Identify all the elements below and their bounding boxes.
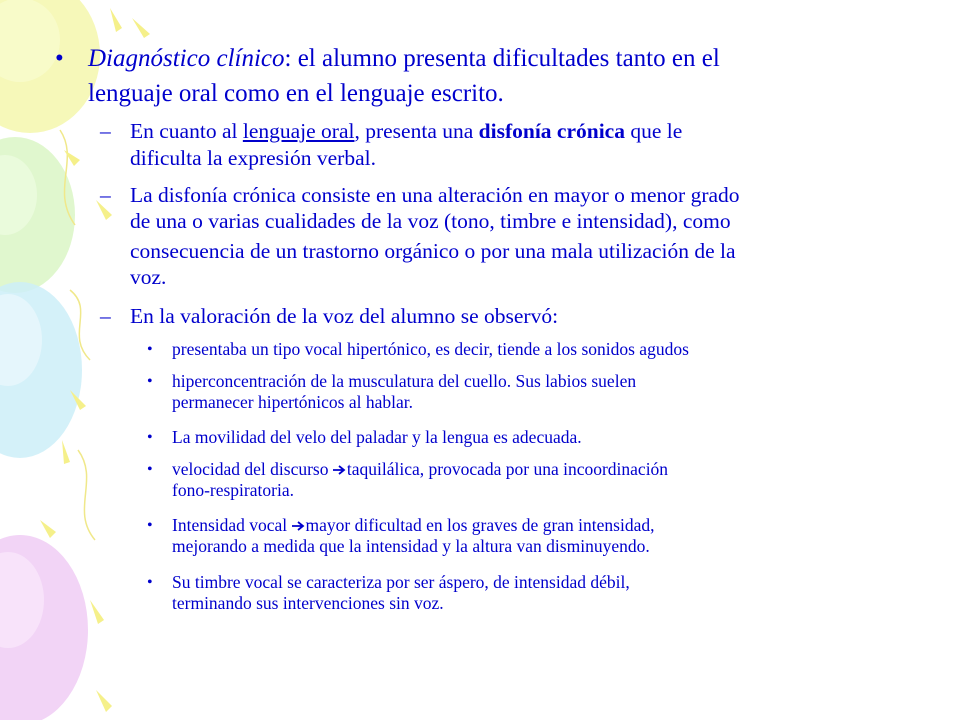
level3-bullet: • xyxy=(147,517,153,534)
dysphonia-def-line-3: consecuencia de un trastorno orgánico o por una mala utilización de la xyxy=(130,239,736,263)
oral-post: que le xyxy=(624,119,683,143)
observation-2-line-1: hiperconcentración de la musculatura del cuello. Sus labios suelen xyxy=(172,371,637,391)
dysphonia-bold: disfonía crónica xyxy=(478,119,625,143)
dysphonia-def-line-2: de una o varias cualidades de la voz (tono, timbre e intensidad), como xyxy=(130,209,731,233)
level3-bullet: • xyxy=(147,429,153,446)
oral-language-line-2: dificulta la expresión verbal. xyxy=(130,146,376,170)
level2-dash: – xyxy=(100,119,111,143)
right-arrow-icon xyxy=(292,520,305,532)
speech-rate-pre: velocidad del discurso xyxy=(172,459,333,479)
observation-6-line-2: terminando sus intervenciones sin voz. xyxy=(172,593,444,613)
assessment-line: En la valoración de la voz del alumno se observó: xyxy=(130,304,559,328)
oral-language-underline: lenguaje oral xyxy=(242,119,355,143)
oral-pre: En cuanto al xyxy=(130,119,243,143)
observation-5-line-1 xyxy=(172,515,892,536)
intensity-post: mayor dificultad en los graves de gran intensidad, xyxy=(305,515,655,535)
observation-5-line-2: mejorando a medida que la intensidad y la altura van disminuyendo. xyxy=(172,536,650,556)
observation-6-line-1: Su timbre vocal se caracteriza por ser áspero, de intensidad débil, xyxy=(172,572,630,592)
intensity-pre: Intensidad vocal xyxy=(172,515,292,535)
level2-dash: – xyxy=(100,304,111,328)
oral-mid: , presenta una xyxy=(354,119,479,143)
level3-bullet: • xyxy=(147,373,153,390)
observation-2-line-2: permanecer hipertónicos al hablar. xyxy=(172,392,414,412)
level2-dash: – xyxy=(100,183,111,207)
diagnosis-label: Diagnóstico clínico xyxy=(88,45,285,72)
dysphonia-def-line-4: voz. xyxy=(130,265,167,289)
level1-bullet: • xyxy=(55,45,64,72)
observation-4-line-1 xyxy=(172,459,892,480)
diagnosis-text: : el alumno presenta dificultades tanto en el xyxy=(284,45,720,72)
dysphonia-def-line-1: La disfonía crónica consiste en una alteración en mayor o menor grado xyxy=(130,183,740,207)
diagnosis-line-1 xyxy=(88,44,908,74)
right-arrow-icon xyxy=(333,464,346,476)
observation-3: La movilidad del velo del paladar y la lengua es adecuada. xyxy=(172,427,582,447)
level3-bullet: • xyxy=(147,461,153,478)
level3-bullet: • xyxy=(147,574,153,591)
observation-4-line-2: fono-respiratoria. xyxy=(172,480,294,500)
level3-bullet: • xyxy=(147,341,153,358)
diagnosis-line-2: lenguaje oral como en el lenguaje escrito. xyxy=(88,80,504,107)
observation-1: presentaba un tipo vocal hipertónico, es decir, tiende a los sonidos agudos xyxy=(172,339,689,359)
oral-language-line-1 xyxy=(130,118,900,144)
speech-rate-post: taquilálica, provocada por una incoordinación xyxy=(346,459,669,479)
